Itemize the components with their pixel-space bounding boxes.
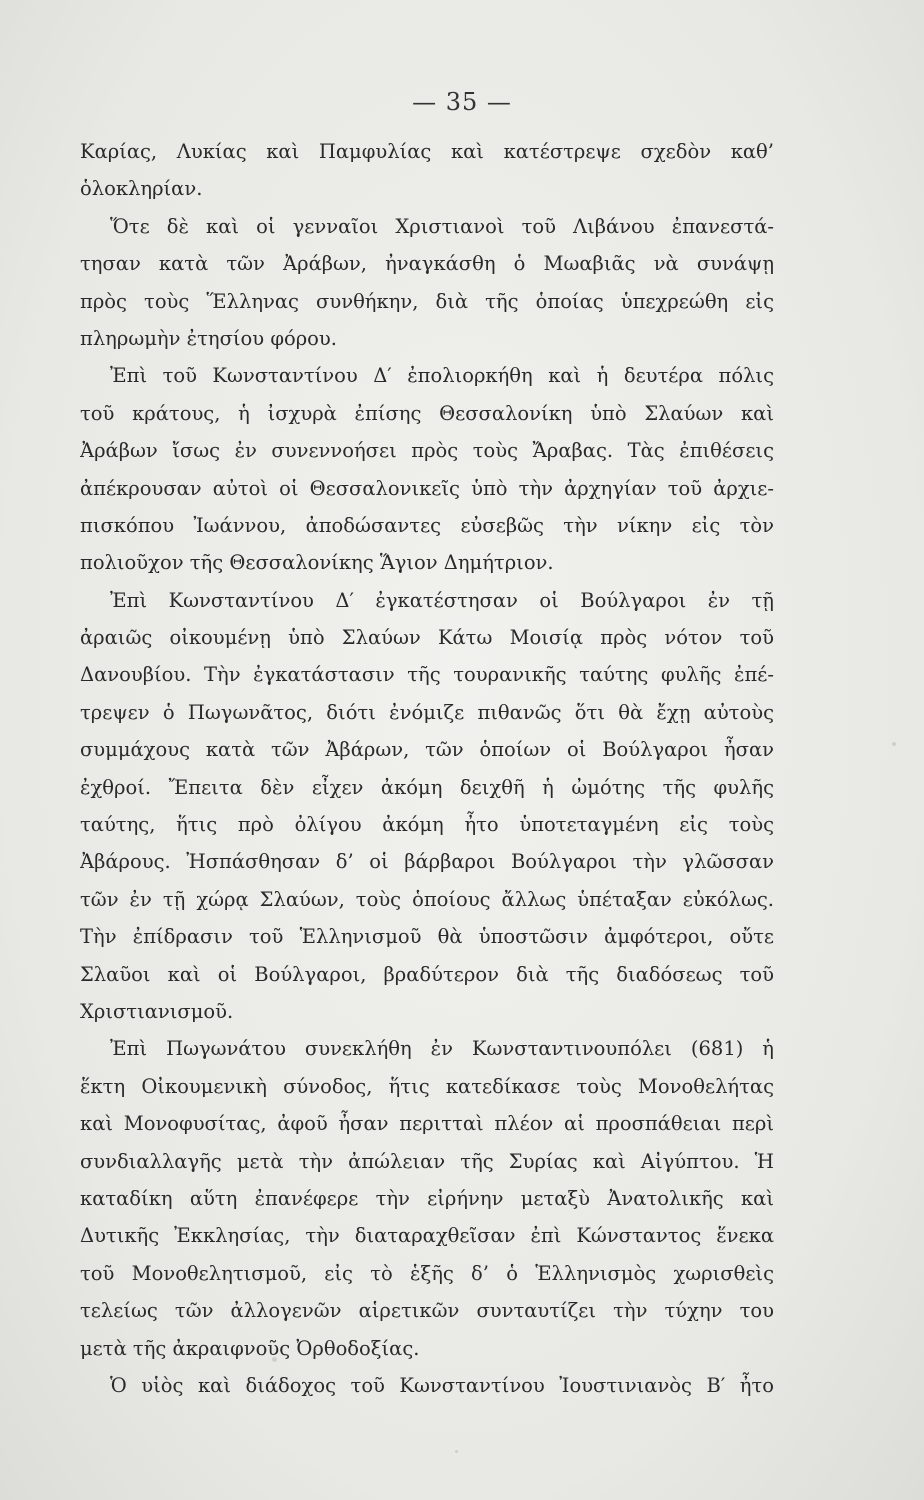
text-line: πολιοῦχον τῆς Θεσσαλονίκης Ἅγιον Δημήτριον. (80, 551, 554, 575)
text-line: ἐχθροί. Ἔπειτα δὲν εἶχεν ἀκόμη δειχθῆ ἡ ὠμότης τῆς φυλῆς (80, 775, 774, 799)
text-line: Ἀράβων ἴσως ἐν συνεννοήσει πρὸς τοὺς Ἄραβας. Τὰς ἐπιθέσεις (80, 439, 774, 463)
text-line: Ὅτε δὲ καὶ οἱ γενναῖοι Χριστιανοὶ τοῦ Λιβάνου ἐπανεστά- (110, 214, 774, 238)
text-line: Ἐπὶ τοῦ Κωνσταντίνου Δ′ ἐπολιορκήθη καὶ ἡ δευτέρα πόλις (110, 364, 774, 388)
paper-speck (455, 1450, 458, 1453)
paper-speck (272, 1357, 277, 1362)
text-line: ἕκτη Οἰκουμενικὴ σύνοδος, ἥτις κατεδίκασε τοὺς Μονοθελήτας (80, 1074, 774, 1098)
text-line: Ἐπὶ Κωνσταντίνου Δ′ ἐγκατέστησαν οἱ Βούλγαροι ἐν τῇ (110, 588, 774, 612)
page-number: — 35 — (412, 88, 512, 116)
text-line: τελείως τῶν ἀλλογενῶν αἱρετικῶν συνταυτίζει τὴν τύχην του (80, 1299, 774, 1323)
text-line: Ἐπὶ Πωγωνάτου συνεκλήθη ἐν Κωνσταντινουπόλει (681) ἡ (110, 1037, 774, 1061)
text-line: πληρωμὴν ἐτησίου φόρου. (80, 326, 337, 350)
text-line: Καρίας, Λυκίας καὶ Παμφυλίας καὶ κατέστρεψε σχεδὸν καθ’ (80, 140, 774, 163)
text-line: καὶ Μονοφυσίτας, ἀφοῦ ἦσαν περιτταὶ πλέον αἱ προσπάθειαι περὶ (80, 1112, 774, 1136)
paper-speck (892, 742, 896, 746)
text-line: ὁλοκληρίαν. (80, 177, 203, 201)
text-line: μετὰ τῆς ἀκραιφνοῦς Ὀρθοδοξίας. (80, 1336, 420, 1360)
text-line: Ἀβάρους. Ἠσπάσθησαν δ’ οἱ βάρβαροι Βούλγαροι τὴν γλῶσσαν (80, 850, 774, 874)
text-line: τρεψεν ὁ Πωγωνᾶτος, διότι ἐνόμιζε πιθανῶς ὅτι θὰ ἔχῃ αὐτοὺς (80, 700, 774, 724)
text-line: τοῦ κράτους, ἡ ἰσχυρὰ ἐπίσης Θεσσαλονίκη ὑπὸ Σλαύων καὶ (80, 401, 774, 425)
body-text (80, 133, 774, 1404)
text-line: πισκόπου Ἰωάννου, ἀποδώσαντες εὐσεβῶς τὴν νίκην εἰς τὸν (80, 513, 774, 537)
text-line: Χριστιανισμοῦ. (80, 999, 234, 1023)
text-line: καταδίκη αὕτη ἐπανέφερε τὴν εἰρήνην μεταξὺ Ἀνατολικῆς καὶ (80, 1186, 774, 1210)
text-line: Δανουβίου. Τὴν ἐγκατάστασιν τῆς τουρανικῆς ταύτης φυλῆς ἐπέ- (80, 663, 774, 687)
text-line: Τὴν ἐπίδρασιν τοῦ Ἑλληνισμοῦ θὰ ὑποστῶσιν ἀμφότεροι, οὔτε (80, 925, 774, 949)
text-line: τησαν κατὰ τῶν Ἀράβων, ἠναγκάσθη ὁ Μωαβιᾶς νὰ συνάψῃ (80, 252, 774, 276)
text-line: ἀραιῶς οἰκουμένῃ ὑπὸ Σλαύων Κάτω Μοισίᾳ πρὸς νότον τοῦ (80, 626, 774, 650)
text-line: τοῦ Μονοθελητισμοῦ, εἰς τὸ ἑξῆς δ’ ὁ Ἑλληνισμὸς χωρισθεὶς (80, 1261, 774, 1285)
text-line: Ὁ υἱὸς καὶ διάδοχος τοῦ Κωνσταντίνου Ἰουστινιανὸς Β′ ἦτο (110, 1373, 774, 1397)
text-line: Δυτικῆς Ἐκκλησίας, τὴν διαταραχθεῖσαν ἐπὶ Κώνσταντος ἕνεκα (80, 1224, 774, 1248)
text-line: τῶν ἐν τῇ χώρᾳ Σλαύων, τοὺς ὁποίους ἄλλως ὑπέταξαν εὐκόλως. (80, 887, 774, 911)
text-line: συμμάχους κατὰ τῶν Ἀβάρων, τῶν ὁποίων οἱ Βούλγαροι ἦσαν (80, 738, 774, 762)
text-line: ἀπέκρουσαν αὐτοὶ οἱ Θεσσαλονικεῖς ὑπὸ τὴν ἀρχηγίαν τοῦ ἀρχιε- (80, 476, 774, 500)
text-line: συνδιαλλαγῆς μετὰ τὴν ἀπώλειαν τῆς Συρίας καὶ Αἰγύπτου. Ἡ (80, 1149, 774, 1173)
text-line: πρὸς τοὺς Ἕλληνας συνθήκην, διὰ τῆς ὁποίας ὑπεχρεώθη εἰς (80, 289, 774, 313)
text-line: Σλαῦοι καὶ οἱ Βούλγαροι, βραδύτερον διὰ τῆς διαδόσεως τοῦ (80, 962, 774, 986)
text-line: ταύτης, ἥτις πρὸ ὀλίγου ἀκόμη ἦτο ὑποτεταγμένη εἰς τοὺς (80, 813, 774, 837)
